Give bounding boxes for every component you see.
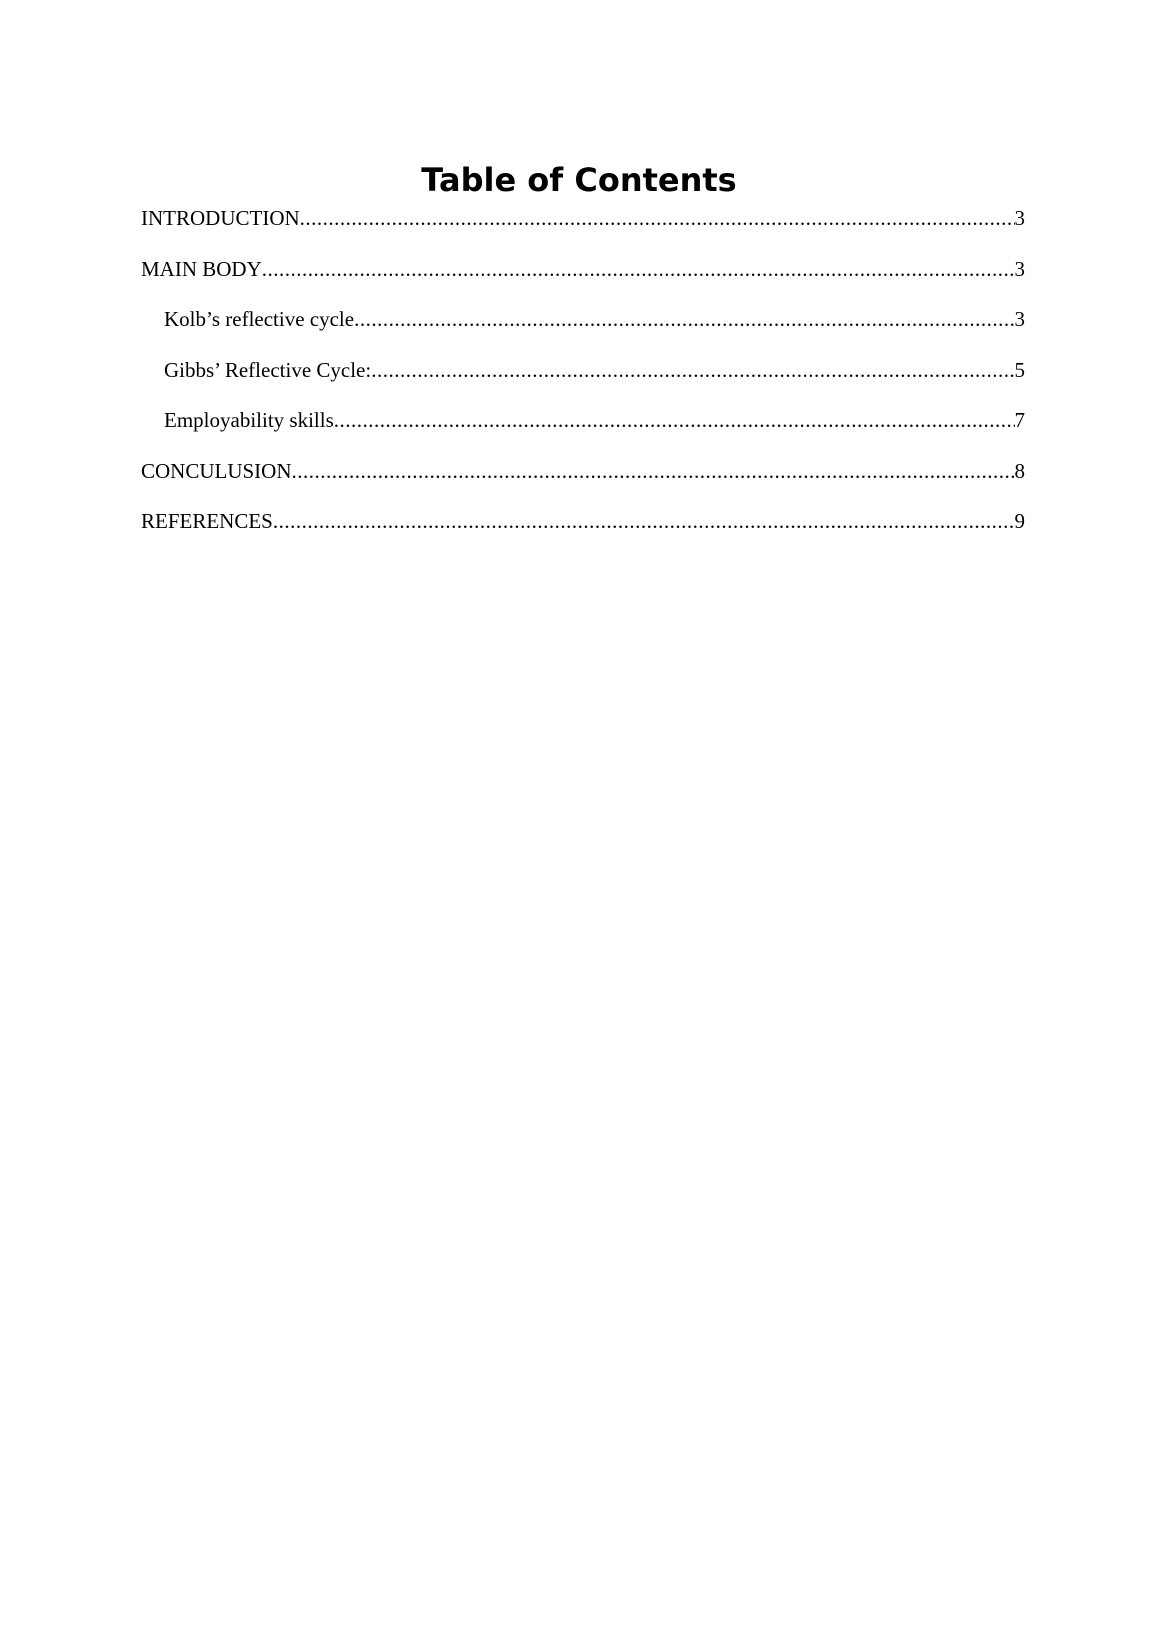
toc-page-number: 3 <box>1014 256 1025 281</box>
toc-dot-leader <box>371 352 1014 388</box>
toc-entry-label: MAIN BODY <box>141 256 262 281</box>
toc-title: Table of Contents <box>421 161 737 199</box>
toc-page-number: 7 <box>1014 408 1025 432</box>
toc-dot-leader <box>300 200 1015 236</box>
toc-entry-label: Kolb’s reflective cycle <box>164 307 355 331</box>
toc-dot-leader <box>273 503 1015 539</box>
toc-page-number: 9 <box>1014 509 1025 533</box>
toc-entry-gibbs-reflective-cycle[interactable] <box>141 352 1025 403</box>
toc-entry-label: Gibbs’ Reflective Cycle: <box>164 357 372 382</box>
toc-entry-conclusion[interactable] <box>141 453 1025 504</box>
toc-entry-label: REFERENCES <box>141 509 273 533</box>
toc-entry-label: Employability skills <box>164 408 334 432</box>
toc-entry-introduction[interactable] <box>141 200 1025 251</box>
toc-entry-kolbs-reflective-cycle[interactable] <box>141 301 1025 352</box>
toc-entry-employability-skills[interactable] <box>141 402 1025 453</box>
toc-dot-leader <box>354 301 1014 337</box>
toc-dot-leader <box>334 402 1015 438</box>
toc-entry-label: INTRODUCTION <box>141 206 300 230</box>
table-of-contents <box>141 200 1025 554</box>
toc-dot-leader <box>292 453 1015 489</box>
toc-dot-leader <box>262 251 1015 287</box>
toc-page-number: 3 <box>1014 307 1025 331</box>
toc-entry-main-body[interactable] <box>141 251 1025 302</box>
toc-page-number: 5 <box>1014 357 1025 382</box>
toc-page-number: 3 <box>1014 206 1025 230</box>
toc-entry-label: CONCULUSION <box>141 458 292 483</box>
toc-page-number: 8 <box>1014 458 1025 483</box>
toc-entry-references[interactable] <box>141 503 1025 554</box>
